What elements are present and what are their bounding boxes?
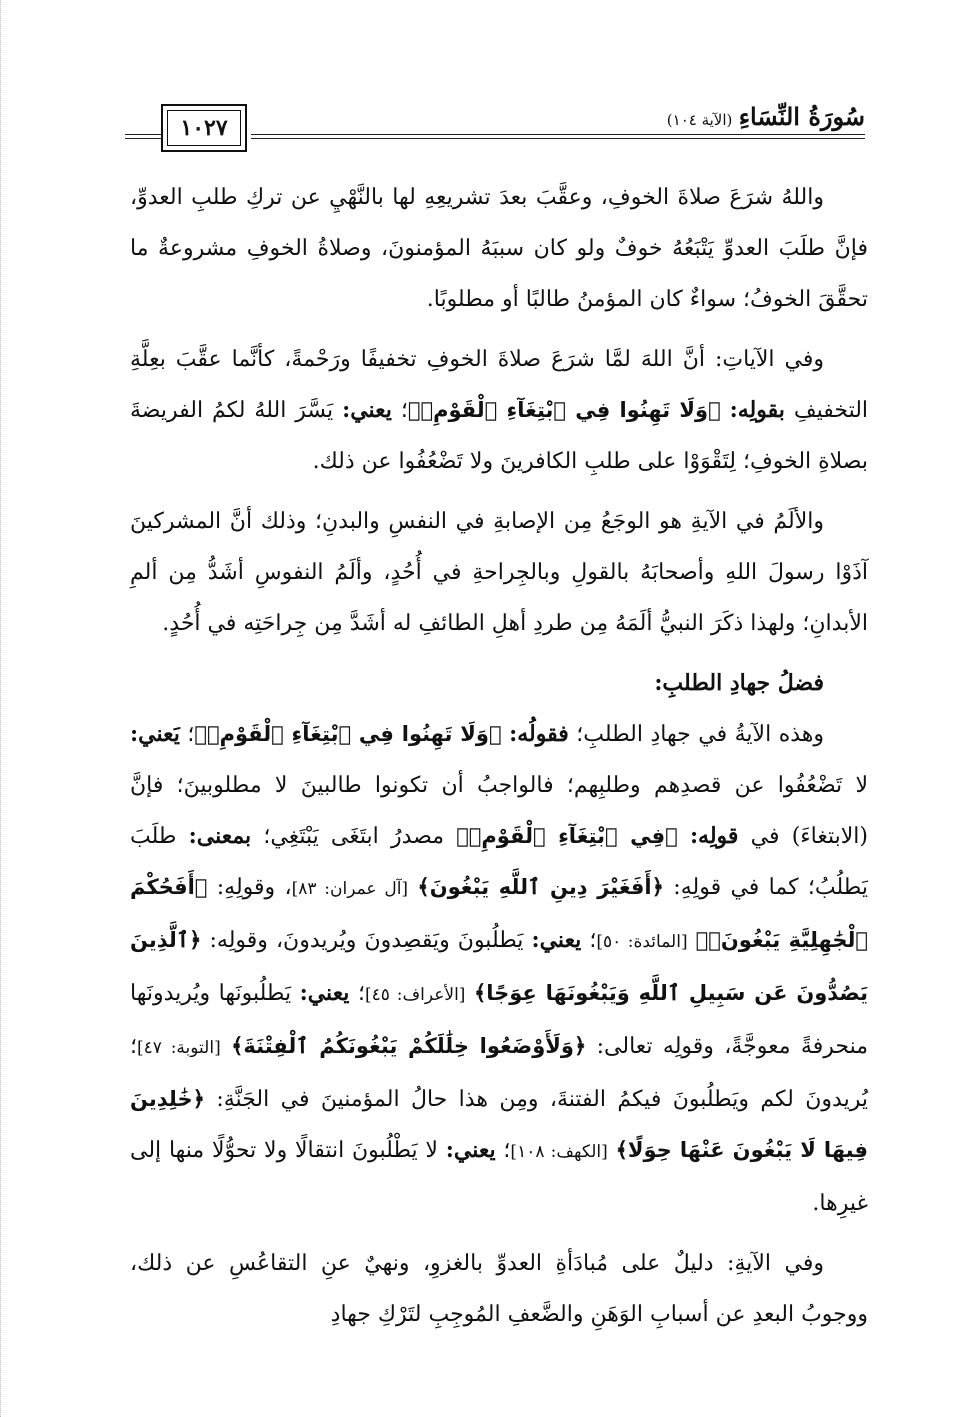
p2-text-b: يَسَّرَ اللهُ لكمُ الفريضةَ بصلاةِ الخوفِ؛ لِتَقْوَوْا على طلبِ الكافرينَ ولا تَضْعُفُوا عن ذلك. — [130, 398, 868, 474]
p4-text-g: يَطلُبونَها ويُريدونَها منحرفةً معوجَّةً، وقولِه تعالى: — [130, 981, 868, 1059]
p4-ref-1: [آل عمران: ٨٣] — [291, 879, 409, 899]
section-heading: فضلُ جهادِ الطلبِ: — [654, 670, 824, 696]
p4-quran-4: ﴿أَفَحُكْمَ ٱلْجَٰهِلِيَّةِ يَبْغُونَۚ﴾ — [130, 875, 868, 952]
page-number: ١٠٢٧ — [167, 110, 241, 146]
p2-keyword-2: يعني: — [342, 397, 392, 423]
p4-keyword-4: بمعنى: — [188, 823, 252, 849]
paragraph-5: وفي الآيةِ: دليلٌ على مُبادَأةِ العدوِّ بالغزوِ، ونهيٌ عنِ التقاعُسِ عن ذلك، ووجوبُ البعدِ عن أسبابِ الوَهَنِ والضَّعفِ المُوجِبِ لتَرْكِ جهادِ — [130, 1251, 868, 1327]
paragraph-3: والألَمُ في الآيةِ هو الوجَعُ مِن الإصابةِ في النفسِ والبدنِ؛ وذلك أنَّ المشركينَ آذَوْا رسولَ اللهِ وأصحابَهُ بالقولِ وبالجِراحةِ في أُحُدٍ، وألَمُ النفوسِ أشَدُّ مِن ألمِ الأبدانِ؛ ولهذا ذكَرَ النبيُّ ألَمَهُ مِن طردِ أهلِ الطائفِ له أشَدَّ مِن جِراحَتِه في أُحُدٍ. — [130, 509, 868, 636]
p4-text-d: طلَبَ يَطلُبُ؛ كما في قولِهِ: — [130, 824, 868, 900]
header-rule-left-2 — [125, 138, 161, 139]
header-rule — [251, 134, 865, 135]
page-body — [130, 172, 868, 1349]
header-rule-left — [125, 134, 161, 135]
paragraph-2 — [130, 334, 868, 487]
p4-text-a: وهذه الآيةُ في جهادِ الطلبِ؛ — [576, 722, 824, 747]
p4-text-c: مصدرُ ابتَغَى يَبْتَغِي؛ — [263, 824, 444, 849]
p2-quran-1: ﴿وَلَا تَهِنُوا فِي ٱبْتِغَآءِ ٱلْقَوْمِۖ﴾ — [407, 398, 721, 422]
p4-quran-2: ﴿فِي ٱبْتِغَآءِ ٱلْقَوْمِۖ﴾ — [456, 824, 678, 848]
p4-text-b: لا تَضْعُفُوا عن قصدِهم وطلبِهم؛ فالواجبُ أن تكونوا طالبينَ لا مطلوبينَ؛ فإنَّ (الابتغاءَ) في — [130, 773, 868, 849]
p4-text-f: يَطلُبونَ ويَقصِدونَ ويُريدونَ، وقولِه: — [209, 928, 524, 953]
p4-keyword-6: يعني: — [299, 980, 350, 1006]
p4-text-h: ؛ يُريدونَ لكم ويَطلُبونَ فيكمُ الفتنةَ، ومِن هذا حالُ المؤمنينَ في الجَنَّةِ: — [130, 1034, 868, 1112]
p4-keyword-5: يعني: — [531, 927, 582, 953]
header-rule-2 — [251, 138, 865, 139]
scan-edge — [0, 0, 11, 1417]
p4-quran-5: ﴿ٱلَّذِينَ يَصُدُّونَ عَن سَبِيلِ ٱللَّهِ وَيَبْغُونَهَا عِوَجًا﴾ — [130, 928, 868, 1005]
p4-ref-3: [الأعراف: ٤٥] — [364, 985, 466, 1005]
surah-title — [667, 102, 865, 131]
p4-keyword-2: يَعني: — [130, 721, 180, 747]
p4-quran-3: ﴿أَفَغَيْرَ دِينِ ٱللَّهِ يَبْغُونَ﴾ — [417, 875, 664, 899]
surah-name: سُورَةُ النِّسَاءِ — [738, 102, 865, 131]
p2-text-a: وفي الآياتِ: أنَّ اللهَ لمَّا شرَعَ صلاةَ الخوفِ تخفيفًا ورَحْمةً، كأنَّما عقَّبَ بعِلَّةِ التخفيفِ — [130, 347, 869, 423]
p4-quran-6: ﴿وَلَأَوْضَعُوا خِلَٰلَكُمْ يَبْغُونَكُمُ ٱلْفِتْنَةَ﴾ — [231, 1034, 587, 1058]
p4-ref-4: [التوبة: ٤٧] — [137, 1038, 221, 1058]
p4-sep-1: ؛ — [187, 722, 195, 747]
p4-keyword-7: يعني: — [445, 1137, 496, 1163]
p4-quran-1: ﴿وَلَا تَهِنُوا فِي ٱبْتِغَآءِ ٱلْقَوْمِۖ﴾ — [194, 722, 502, 746]
p4-sep-4: ؛ — [503, 1138, 511, 1163]
p4-keyword-3: قولِه: — [689, 823, 739, 849]
p2-sep: ؛ — [400, 398, 408, 423]
p4-keyword-1: فقولُه: — [509, 721, 569, 747]
p4-ref-2: [المائدة: ٥٠] — [596, 932, 688, 952]
p4-sep-3: ؛ — [357, 981, 365, 1006]
paragraph-1: واللهُ شرَعَ صلاةَ الخوفِ، وعقَّبَ بعدَ تشريعِهِ لها بالنَّهْيِ عن تركِ طلبِ العدوِّ، فإنَّ طلَبَ العدوِّ يَتْبَعُهُ خوفٌ ولو كان سببَهُ المؤمنونَ، وصلاةُ الخوفِ مشروعةٌ ما تحقَّقَ الخوفُ؛ سواءٌ كان المؤمنُ طالبًا أو مطلوبًا. — [130, 185, 868, 312]
p2-keyword-1: بقولِه: — [729, 397, 785, 423]
page-header — [125, 100, 865, 156]
p4-text-i: لا يَطْلُبونَ انتقالًا ولا تحوُّلًا منها إلى غيرِها. — [130, 1138, 868, 1216]
page-number-box — [161, 104, 247, 152]
p4-sep-2: ؛ — [589, 928, 597, 953]
ayah-label: (الآية ١٠٤) — [666, 111, 733, 129]
p4-text-e: ، وقولِهِ: — [216, 875, 292, 900]
p4-quran-7: ﴿خَٰلِدِينَ فِيهَا لَا يَبْغُونَ عَنْهَا حِوَلًا﴾ — [130, 1087, 869, 1162]
p4-ref-5: [الكهف: ١٠٨] — [510, 1142, 608, 1162]
paragraph-4 — [130, 709, 868, 1229]
